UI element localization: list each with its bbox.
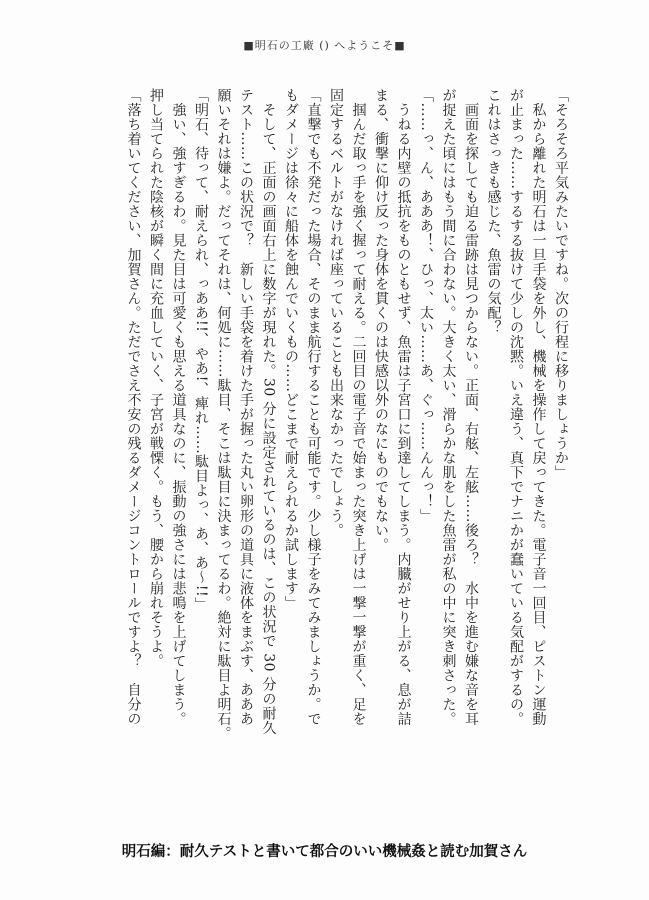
text-column: 「落ち着いてください、加賀さん。ただでさえ不安の残るダメージコントロールですよ？ 自分の (125, 88, 142, 726)
text-column: もダメージは徐々に船体を蝕んでいくもの……どこまで耐えられるか試します」 (283, 88, 299, 610)
text-column: 願いそれは嫌よ。だってそれは、何処に……駄目、そこは駄目に決まってるわ。絶対に駄目よ明石。 (215, 88, 232, 741)
text-column: 私から離れた明石は一旦手袋を外し、機械を操作して戻ってきた。電子音一回目、ピストン運動 (530, 88, 547, 726)
text-column: 「……っ、ん、あああ！、ひっ、太い……あ、ぐっ……んんっ！」 (418, 88, 434, 523)
page-caption: 明石編：耐久テストと書いて都合のいい機械姦と読む加賀さん (121, 844, 528, 860)
text-column: 固定するベルトがなければ座っていることも出来なかったでしょう。 (328, 88, 344, 538)
text-column: 「そろそろ平気みたいですね。次の行程に移りましょうか」 (553, 88, 569, 480)
text-column: 「直撃でも不発だった場合、そのまま航行することも可能です。少し様子をみてみましょうか。で (305, 88, 322, 726)
text-column: 掴んだ取っ手を強く握って耐える。二回目の電子音で始まった突き上げは一撃一撃が重く、足を (350, 88, 367, 726)
novel-body-text (102, 88, 572, 800)
text-column: 画面を探しても迫る雷跡は見つからない。正面、右舷、左舷……後ろ？ 水中を進む嫌な音を耳 (463, 88, 479, 726)
text-column: が捉えた頃にはもう間に合わない。大きく太い、滑らかな肌をした魚雷が私の中に突き刺さった。 (440, 88, 457, 726)
text-column: が止まった……するする抜けて少しの沈黙。いえ違う、真下でナニかが蠢いている気配がするの。 (508, 88, 524, 726)
running-header: ■明石の工廠 () へようこそ■ (243, 39, 406, 52)
text-column: テスト……この状況で？ 新しい手袋を着けた手が握った丸い卵形の道具に液体をまぶす、あああ (238, 88, 254, 726)
text-column: 押し当てられた陰核が瞬く間に充血していく、子宮が戦慄く。もう、腰から崩れそうよ。 (148, 88, 164, 668)
text-column: うねる内壁の抵抗をものともせず、魚雷は子宮口に到達してしまう。内臓がせり上がる、息が詰 (395, 88, 412, 726)
text-column: 強い、強すぎるわ。見た目は可愛くも思える道具なのに、振動の強さには悲鳴を上げてしまう。 (170, 88, 187, 726)
text-column: これはさっきも感じた、魚雷の気配？ (485, 88, 502, 335)
text-column: 「明石、待って、耐えられ、っああ!!、やあ!、痺れ……駄目よっ、あ、あ～!!」 (193, 88, 209, 612)
text-column: そして、正面の画面右上に数字が現れた。30 分に設定されているのは、この状況で 30 分の耐久 (260, 88, 277, 735)
text-column: まる、衝撃に仰け反った身体を貫くのは快感以外のなにものでもない。 (373, 88, 389, 552)
